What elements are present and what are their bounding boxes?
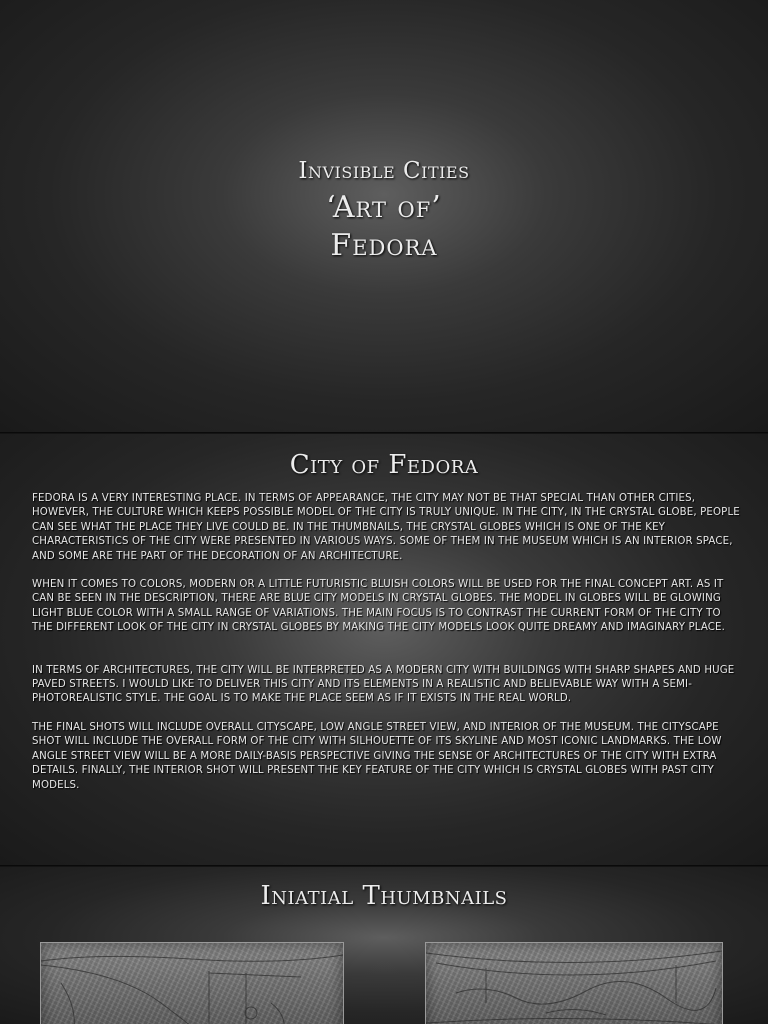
paragraph-final-shots: THE FINAL SHOTS WILL INCLUDE OVERALL CITYSCAPE, LOW ANGLE STREET VIEW, AND INTERIOR OF THE MUSEUM. THE CITYSCAPE SHOT WILL INCLUDE THE OVERALL FORM OF THE CITY WITH SILHOUETTE OF ITS SKYLINE AND MOST ICONIC LANDMARKS. THE LOW ANGLE STREET VIEW WILL BE A MORE DAILY-BASIS PERSPECTIVE GIVING THE SENSE OF ARCHITECTURES OF THE CITY WITH EXTRA DETAILS. FINALLY, THE INTERIOR SHOT WILL PRESENT THE KEY FEATURE OF THE CITY WHICH IS CRYSTAL GLOBES WITH PAST CITY MODELS. (32, 721, 722, 791)
thumbnails-slide (0, 867, 768, 1024)
thumbnail-sketch-1 (40, 942, 344, 1024)
cover-title (0, 155, 768, 265)
thumbnail-sketch-2 (425, 942, 723, 1024)
sketch-lines-1 (41, 943, 343, 1024)
thumbnails-section-title: Iniatial Thumbnails (260, 881, 508, 911)
city-of-fedora-slide (0, 434, 768, 865)
cover-slide (0, 0, 768, 432)
city-section-title: City of Fedora (289, 450, 479, 480)
cover-title-art-of: ‘Art of’ (326, 190, 442, 225)
paragraph-appearance: FEDORA IS A VERY INTERESTING PLACE. IN TERMS OF APPEARANCE, THE CITY MAY NOT BE THAT SPECIAL THAN OTHER CITIES, HOWEVER, THE CULTURE WHICH KEEPS POSSIBLE MODEL OF THE CITY IS TRULY UNIQUE. IN THE CITY, IN THE CRYSTAL GLOBE, PEOPLE CAN SEE WHAT THE PLACE THEY LIVE COULD BE. IN THE THUMBNAILS, THE CRYSTAL GLOBES WHICH IS ONE OF THE KEY CHARACTERISTICS OF THE CITY WERE PRESENTED IN VARIOUS WAYS. SOME OF THEM IN THE MUSEUM WHICH IS AN INTERIOR SPACE, AND SOME ARE THE PART OF THE DECORATION OF AN ARCHITECTURE. (32, 493, 740, 562)
cover-title-fedora: Fedora (330, 228, 438, 263)
city-description (32, 492, 740, 807)
sketch-lines-2 (426, 943, 722, 1024)
paragraph-colors: WHEN IT COMES TO COLORS, MODERN OR A LITTLE FUTURISTIC BLUISH COLORS WILL BE USED FOR THE FINAL CONCEPT ART. AS IT CAN BE SEEN IN THE DESCRIPTION, THERE ARE BLUE CITY MODELS IN CRYSTAL GLOBES. THE MODEL IN GLOBES WILL BE GLOWING LIGHT BLUE COLOR WITH A SMALL RANGE OF VARIATIONS. THE MAIN FOCUS IS TO CONTRAST THE CURRENT FORM OF THE CITY TO THE DIFFERENT LOOK OF THE CITY IN CRYSTAL GLOBES BY MAKING THE CITY MODELS LOOK QUITE DREAMY AND IMAGINARY PLACE. (32, 579, 726, 634)
paragraph-architectures: IN TERMS OF ARCHITECTURES, THE CITY WILL BE INTERPRETED AS A MODERN CITY WITH BUILDINGS WITH SHARP SHAPES AND HUGE PAVED STREETS. I WOULD LIKE TO DELIVER THIS CITY AND ITS ELEMENTS IN A REALISTIC AND BELIEVABLE WAY WITH A SEMI-PHOTOREALISTIC STYLE. THE GOAL IS TO MAKE THE PLACE SEEM AS IF IT EXISTS IN THE REAL WORLD. (32, 664, 735, 705)
cover-subtitle: Invisible Cities (298, 158, 470, 184)
